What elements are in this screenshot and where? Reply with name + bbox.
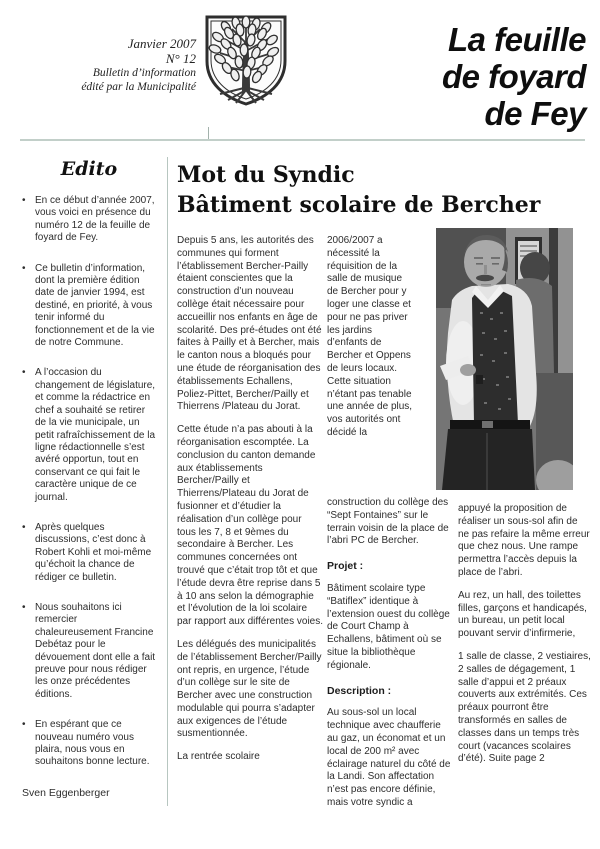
bullet-icon: [22, 263, 35, 350]
article-column-3: [458, 503, 591, 776]
edito-bullet-text: A l’occasion du changement de législature, et comme la rédactrice en chef a souhaité se retirer de la vie municipale, un petit rafraîchissement de la ligne rédactionnelle s’est avéré opportun, tout en conservant ce qui fait le caractère unique de ce journal.: [35, 367, 156, 503]
header-divider: [20, 139, 585, 141]
edito-bullet-text: En ce début d’année 2007, vous voici en présence du numéro 12 de la feuille de foyard de Fey.: [35, 195, 155, 244]
masthead-line-3: de Fey: [484, 95, 586, 132]
edito-bullet-text: Ce bulletin d’information, dont la première édition date de janvier 1994, est destiné, en priorité, à vous tenir informé du fonctionnement et de la vie de notre Commune.: [35, 262, 155, 349]
syndic-portrait-photo: [436, 228, 573, 490]
paragraph: Bâtiment scolaire type “Batiflex” identique à l’extension ouest du collège de Court Champ à Echallens, bâtiment où se situe la bibliothèque régionale.: [327, 582, 450, 671]
paragraph: appuyé la proposition de réaliser un sous-sol afin de ne pas refaire la même erreur que chez nous. Une rampe permettra l’accès depuis la place de l’abri.: [458, 503, 590, 578]
issue-meta: [0, 36, 196, 94]
issue-subtitle-1: Bulletin d’information: [92, 67, 196, 79]
edito-bullet-text: En espérant que ce nouveau numéro vous plaira, nous vous en souhaitons bonne lecture.: [35, 719, 150, 768]
paragraph: 1 salle de classe, 2 vestiaires, 2 salles de dégagement, 1 salle d’appui et 2 préaux couverts aux extrémités. Ces préaux pourront être transformés en salles de classes dans un temps très court (vacances scolaires d’été). Suite page 2: [458, 650, 591, 765]
paragraph: Cette étude n’a pas abouti à la réorganisation escomptée. La conclusion du canton demande aux établissements Bercher/Pailly et Thierrens/Plateau du Jorat de fusionner et d’étudier la réalisation d’un collège pour tous les 7, 8 et 9èmes du secondaire à Bercher. Les communes concernées ont trouvé que c’était trop tôt et que l’étude devra être reprise dans 5 à 10 ans selon la démographie et l’évolution de la loi scolaire par rapport aux différentes voies.: [177, 424, 324, 628]
paragraph: Depuis 5 ans, les autorités des communes qui forment l’établissement Bercher-Pailly étaient conscientes que la construction d’un nouveau collège était nécessaire pour accueillir nos enfants en âge de scolarité. Des pré-études ont été faites à Pailly et à Bercher, mais le canton nous a bloqués pour une étude de réorganisation des établissements Echallens, Poliez-Pittet, Bercher/Pailly et Thierrens /Plateau du Jorat.: [177, 235, 322, 413]
paragraph: 2006/2007 a nécessité la réquisition de la salle de musique de Bercher pour y loger une classe et pour ne pas priver les jardins d’enfants de Bercher et Oppens de leurs locaux. Cette situation n’étant pas tenable une année de plus, vos autorités ont décidé la: [327, 235, 413, 438]
paragraph: La rentrée scolaire: [177, 751, 260, 763]
headline-line-1: Mot du Syndic: [177, 162, 355, 188]
edito-column: [22, 157, 156, 800]
fold-mark: [208, 127, 209, 139]
issue-number: N° 12: [165, 51, 196, 66]
article-column-1: [177, 235, 323, 774]
bullet-icon: [22, 367, 35, 503]
projet-heading: Projet :: [327, 560, 364, 573]
bullet-icon: [22, 602, 35, 701]
issue-date: Janvier 2007: [127, 36, 196, 51]
edito-bullet: [22, 263, 156, 350]
masthead-line-2: de foyard: [441, 58, 586, 95]
headline-line-2: Bâtiment scolaire de Bercher: [177, 192, 541, 218]
bullet-icon: [22, 719, 35, 769]
paragraph: Au sous-sol un local technique avec chaufferie au gaz, un économat et un local de 200 m² avec éclairage naturel du côté de la Landi. Son affectation n’est pas encore définie, mais votre syndic a: [327, 707, 451, 808]
paragraph: construction du collège des “Sept Fontaines” sur le terrain voisin de la place de l’abri PC de Bercher.: [327, 497, 449, 547]
edito-title: Edito: [60, 158, 118, 180]
article-headline: [177, 160, 587, 220]
paragraph: Au rez, un hall, des toilettes filles, garçons et handicapés, un bureau, un petit local pouvant servir d’infirmerie,: [458, 589, 587, 640]
beech-tree-crest-icon: [202, 13, 290, 109]
edito-bullet-text: Après quelques discussions, c’est donc à Robert Kohli et moi-même qu’échoit la chance de rédiger ce bulletin.: [35, 521, 152, 583]
edito-bullet: [22, 522, 156, 584]
edito-signature: Sven Eggenberger: [22, 786, 110, 799]
edito-bullet: [22, 195, 156, 245]
edito-bullet: [22, 602, 156, 701]
article-column-2-beside-photo: [327, 235, 415, 450]
masthead-line-1: La feuille: [447, 21, 586, 58]
masthead-title: [442, 21, 586, 132]
article-column-2-below-photo: [327, 497, 454, 820]
issue-subtitle-2: édité par la Municipalité: [81, 81, 196, 93]
bullet-icon: [22, 522, 35, 584]
description-heading: Description :: [327, 684, 392, 697]
column-divider: [167, 157, 168, 806]
edito-bullet: [22, 367, 156, 503]
edito-bullet-text: Nous souhaitons ici remercier chaleureusement Francine Debétaz pour le dévouement dont elle a fait preuve pour nous rédiger les onze précédentes éditions.: [35, 601, 156, 700]
paragraph: Les délégués des municipalités de l’établissement Bercher/Pailly ont repris, en urgence, l’étude d’un collège sur le site de Bercher avec une construction modulable qui pourra s’adapter aux exigences de l’étude susmentionnée.: [177, 638, 322, 740]
edito-bullet: [22, 719, 156, 769]
bullet-icon: [22, 195, 35, 245]
